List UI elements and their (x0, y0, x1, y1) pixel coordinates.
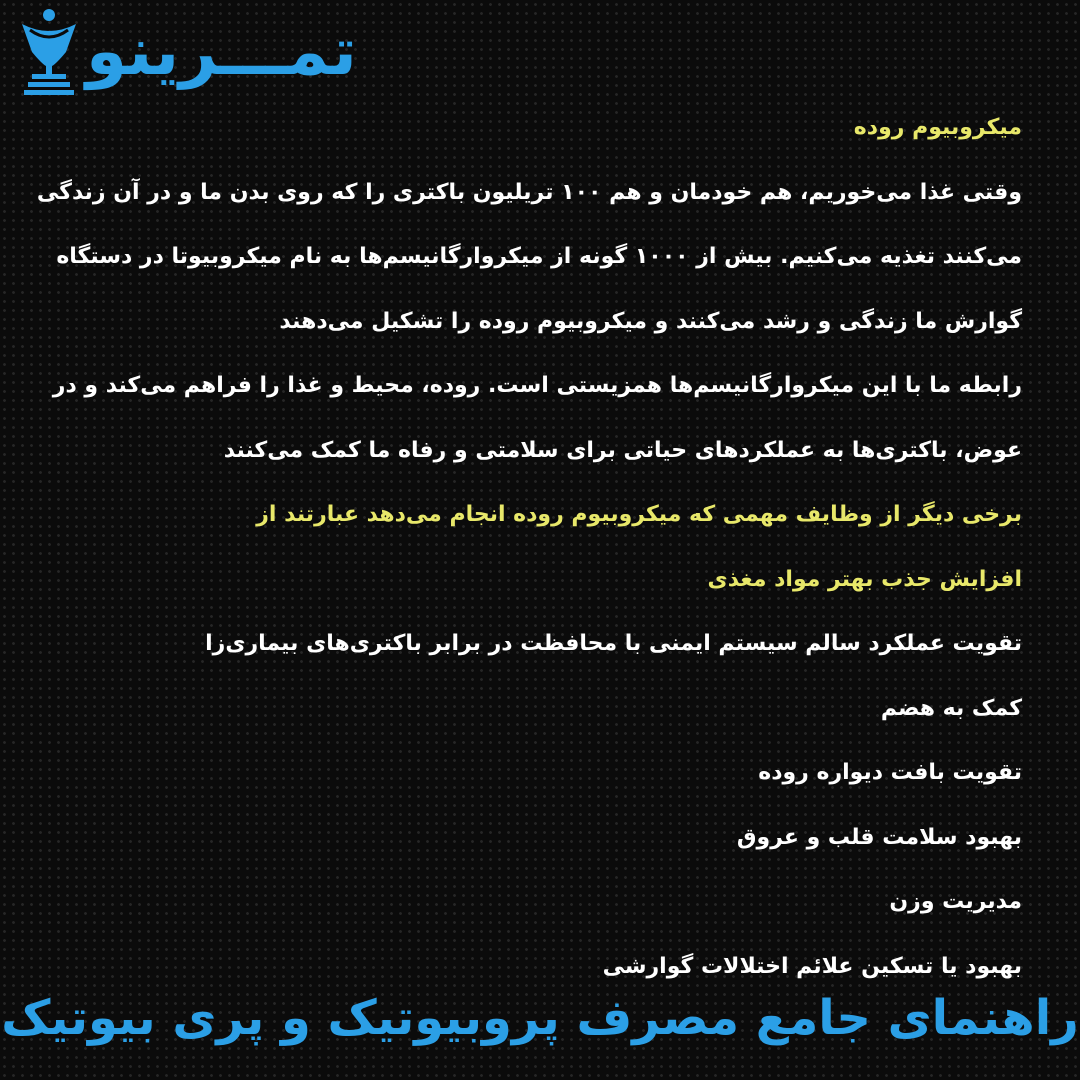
brand-name: تمـــرینو (86, 13, 357, 90)
paragraph-line: عوض، باکتری‌ها به عملکردهای حیاتی برای سلامتی و رفاه ما کمک می‌کنند (223, 437, 1022, 463)
paragraph-line: رابطه ما با این میکروارگانیسم‌ها همزیستی است. روده، محیط و غذا را فراهم می‌کند و در (52, 373, 1022, 398)
brand-logo (18, 8, 357, 96)
list-item: مدیریت وزن (889, 889, 1022, 914)
list-item: بهبود سلامت قلب و عروق (736, 824, 1022, 850)
section-title: میکروبیوم روده (853, 115, 1022, 140)
list-heading: برخی دیگر از وظایف مهمی که میکروبیوم روده انجام می‌دهد عبارتند از (256, 502, 1022, 527)
paragraph-line: گوارش ما زندگی و رشد می‌کنند و میکروبیوم روده را تشکیل می‌دهند (279, 308, 1022, 334)
list-item: افزایش جذب بهتر مواد مغذی (707, 566, 1022, 592)
list-item: تقویت بافت دیواره روده (758, 760, 1022, 785)
chalice-logo-icon (18, 8, 80, 96)
paragraph-line: می‌کنند تغذیه می‌کنیم. بیش از ۱۰۰۰ گونه از میکروارگانیسم‌ها به نام میکروبیوتا در دستگاه (56, 244, 1022, 269)
list-item: کمک به هضم (880, 695, 1022, 721)
paragraph-line: وقتی غذا می‌خوریم، هم خودمان و هم ۱۰۰ تریلیون باکتری را که روی بدن ما و در آن زندگی (36, 179, 1022, 205)
list-item: تقویت عملکرد سالم سیستم ایمنی با محافظت در برابر باکتری‌های بیماری‌زا (205, 631, 1022, 656)
footer-title: راهنمای جامع مصرف پروبیوتیک و پری بیوتیک (1, 990, 1079, 1046)
article-body (36, 96, 1022, 999)
list-item: بهبود یا تسکین علائم اختلالات گوارشی (602, 953, 1022, 979)
